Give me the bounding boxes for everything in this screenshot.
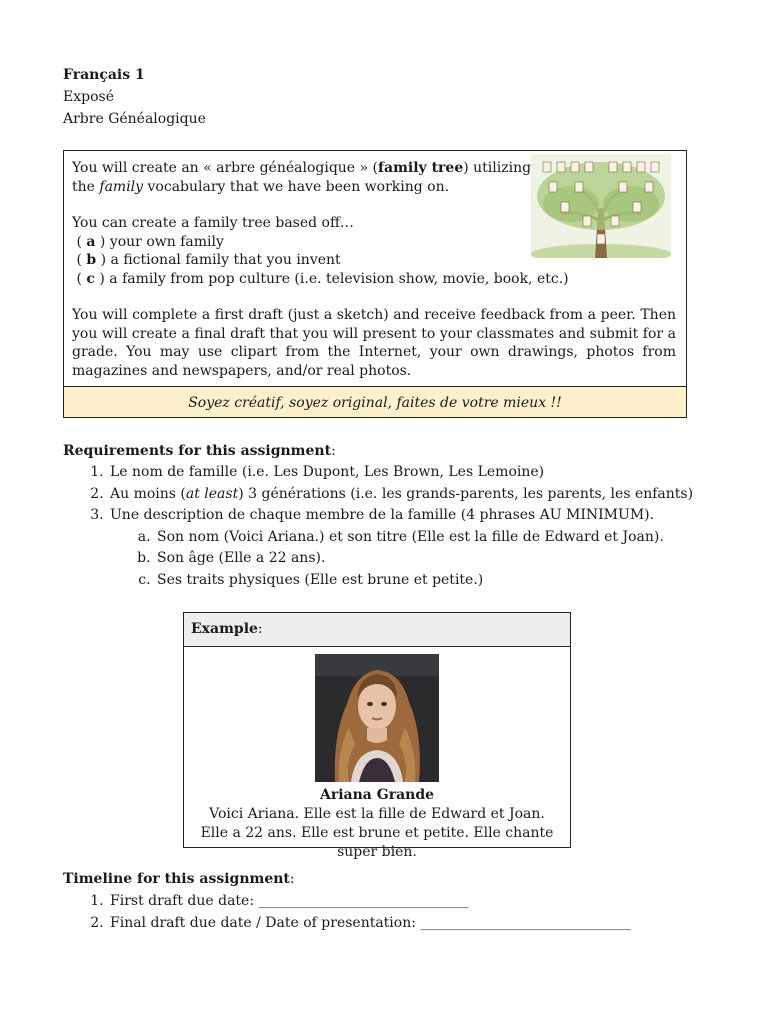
instructions-paragraph: You will complete a first draft (just a sketch) and receive feedback from a peer. Then you will create a final draft that you will present to your classmates and submit for a grade. You may use clipart from the Internet, your own drawings, photos from magazines and newspapers, and/or real photos. bbox=[72, 307, 676, 379]
example-name: Ariana Grande bbox=[319, 787, 435, 803]
timeline-item: 2. Final draft due date / Date of presentation: ______________________________ bbox=[108, 913, 630, 935]
example-description: Voici Ariana. Elle est la fille de Edward et Joan. Elle a 22 ans. Elle est brune et petite. Elle chante super bien. bbox=[200, 806, 554, 860]
example-portrait-photo bbox=[315, 654, 439, 782]
timeline-item: 1. First draft due date: ______________________________ bbox=[108, 891, 630, 913]
option-c: ( c ) a family from pop culture (i.e. television show, movie, book, etc.) bbox=[72, 270, 569, 287]
timeline-list bbox=[63, 891, 630, 934]
example-heading: Example: bbox=[184, 613, 570, 647]
requirement-subitem: a. Son nom (Voici Ariana.) et son titre (Elle est la fille de Edward et Joan). bbox=[155, 527, 693, 549]
course-title: Français 1 bbox=[63, 67, 145, 83]
requirements-heading: Requirements for this assignment: bbox=[63, 443, 336, 459]
assignment-topic: Arbre Généalogique bbox=[63, 111, 206, 127]
requirement-item: 2. Au moins (at least) 3 générations (i.e. les grands-parents, les parents, les enfants) bbox=[108, 484, 693, 506]
based-off-text: You can create a family tree based off… bbox=[72, 215, 354, 231]
timeline-heading: Timeline for this assignment: bbox=[63, 871, 295, 887]
family-tree-illustration bbox=[531, 154, 671, 258]
requirement-subitem: b. Son âge (Elle a 22 ans). bbox=[155, 548, 693, 570]
requirement-sublist bbox=[110, 527, 693, 592]
requirement-item: 3. Une description de chaque membre de la famille (4 phrases AU MINIMUM). a. Son nom (Voici Ariana.) et son titre (Elle est la fille de Edward et Joan). b. Son âge (Elle a 22 ans). c. Ses traits physiques (Elle est brune et petite.) bbox=[108, 505, 693, 591]
option-b: ( b ) a fictional family that you invent bbox=[72, 252, 341, 268]
intro-line-2: the family vocabulary that we have been working on. bbox=[72, 178, 450, 195]
requirement-subitem: c. Ses traits physiques (Elle est brune et petite.) bbox=[155, 570, 693, 592]
requirement-item: 1. Le nom de famille (i.e. Les Dupont, Les Brown, Les Lemoine) bbox=[108, 462, 693, 484]
intro-box bbox=[63, 150, 687, 418]
example-box bbox=[183, 612, 571, 860]
assignment-type: Exposé bbox=[63, 89, 114, 105]
option-a: ( a ) your own family bbox=[72, 233, 224, 250]
intro-line-1: You will create an « arbre généalogique » (family tree) utilizing bbox=[72, 160, 532, 176]
requirements-list bbox=[63, 462, 693, 591]
motto-banner: Soyez créatif, soyez original, faites de votre mieux !! bbox=[64, 386, 686, 417]
